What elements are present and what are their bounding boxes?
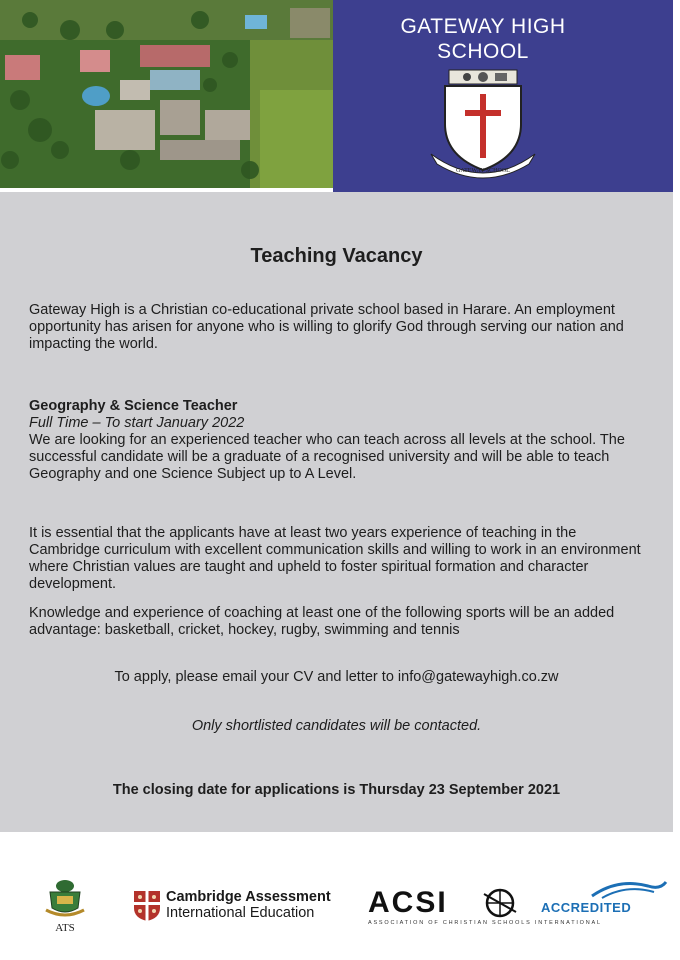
aerial-campus-photo (0, 0, 333, 188)
job-description: We are looking for an experienced teacher who can teach across all levels at the school. The successful candidate will be a graduate of a recognised university and will be able to teach Geography and one Science Subject up to A Level. (29, 432, 625, 482)
shortlist-note: Only shortlisted candidates will be contacted. (191, 718, 482, 734)
apply-instructions: To apply, please email your CV and letter to info@gatewayhigh.co.zw (114, 669, 559, 685)
acsi-globe-icon (480, 886, 520, 920)
intro-paragraph: Gateway High is a Christian co-educational private school based in Harare. An employment opportunity has arisen for anyone who is willing to glorify God through serving our nation and impacting the world. (29, 302, 624, 352)
page-title: Teaching Vacancy (250, 245, 423, 267)
ats-logo (40, 874, 90, 934)
job-subtitle: Full Time – To start January 2022 (29, 415, 245, 431)
footer-logos (0, 832, 680, 960)
cambridge-logo-text: Cambridge Assessment International Education (166, 889, 331, 921)
svg-text:GATEWAY SCHOOL: GATEWAY SCHOOL (456, 168, 510, 174)
job-title: Geography & Science Teacher (29, 398, 238, 414)
job-section (29, 398, 644, 483)
cambridge-shield-icon (133, 890, 161, 922)
header (0, 0, 680, 192)
vacancy-body (0, 192, 673, 832)
school-crest-icon (425, 64, 541, 182)
acsi-wordmark: ACSI (368, 886, 448, 919)
sports-paragraph: Knowledge and experience of coaching at least one of the following sports will be an added advantage: basketball, cricket, hockey, rugby, swimming and tennis (29, 605, 615, 638)
crest-panel (333, 0, 673, 192)
acsi-logo (368, 886, 668, 930)
closing-date: The closing date for applications is Thursday 23 September 2021 (112, 782, 561, 798)
ats-emblem-icon (40, 874, 90, 920)
ats-label: ATS (55, 922, 75, 934)
acsi-accredited-label: ACCREDITED (541, 900, 632, 915)
accredited-swoosh-icon (588, 876, 668, 902)
acsi-full-name: ASSOCIATION OF CHRISTIAN SCHOOLS INTERNATIONAL (368, 920, 602, 926)
requirements-paragraph: It is essential that the applicants have at least two years experience of teaching in the Cambridge curriculum with excellent communication skills and willing to work in an environment where Christian values are taught and upheld to foster spiritual formation and character development. (29, 525, 641, 592)
school-name: GATEWAY HIGH SCHOOL (400, 15, 566, 63)
